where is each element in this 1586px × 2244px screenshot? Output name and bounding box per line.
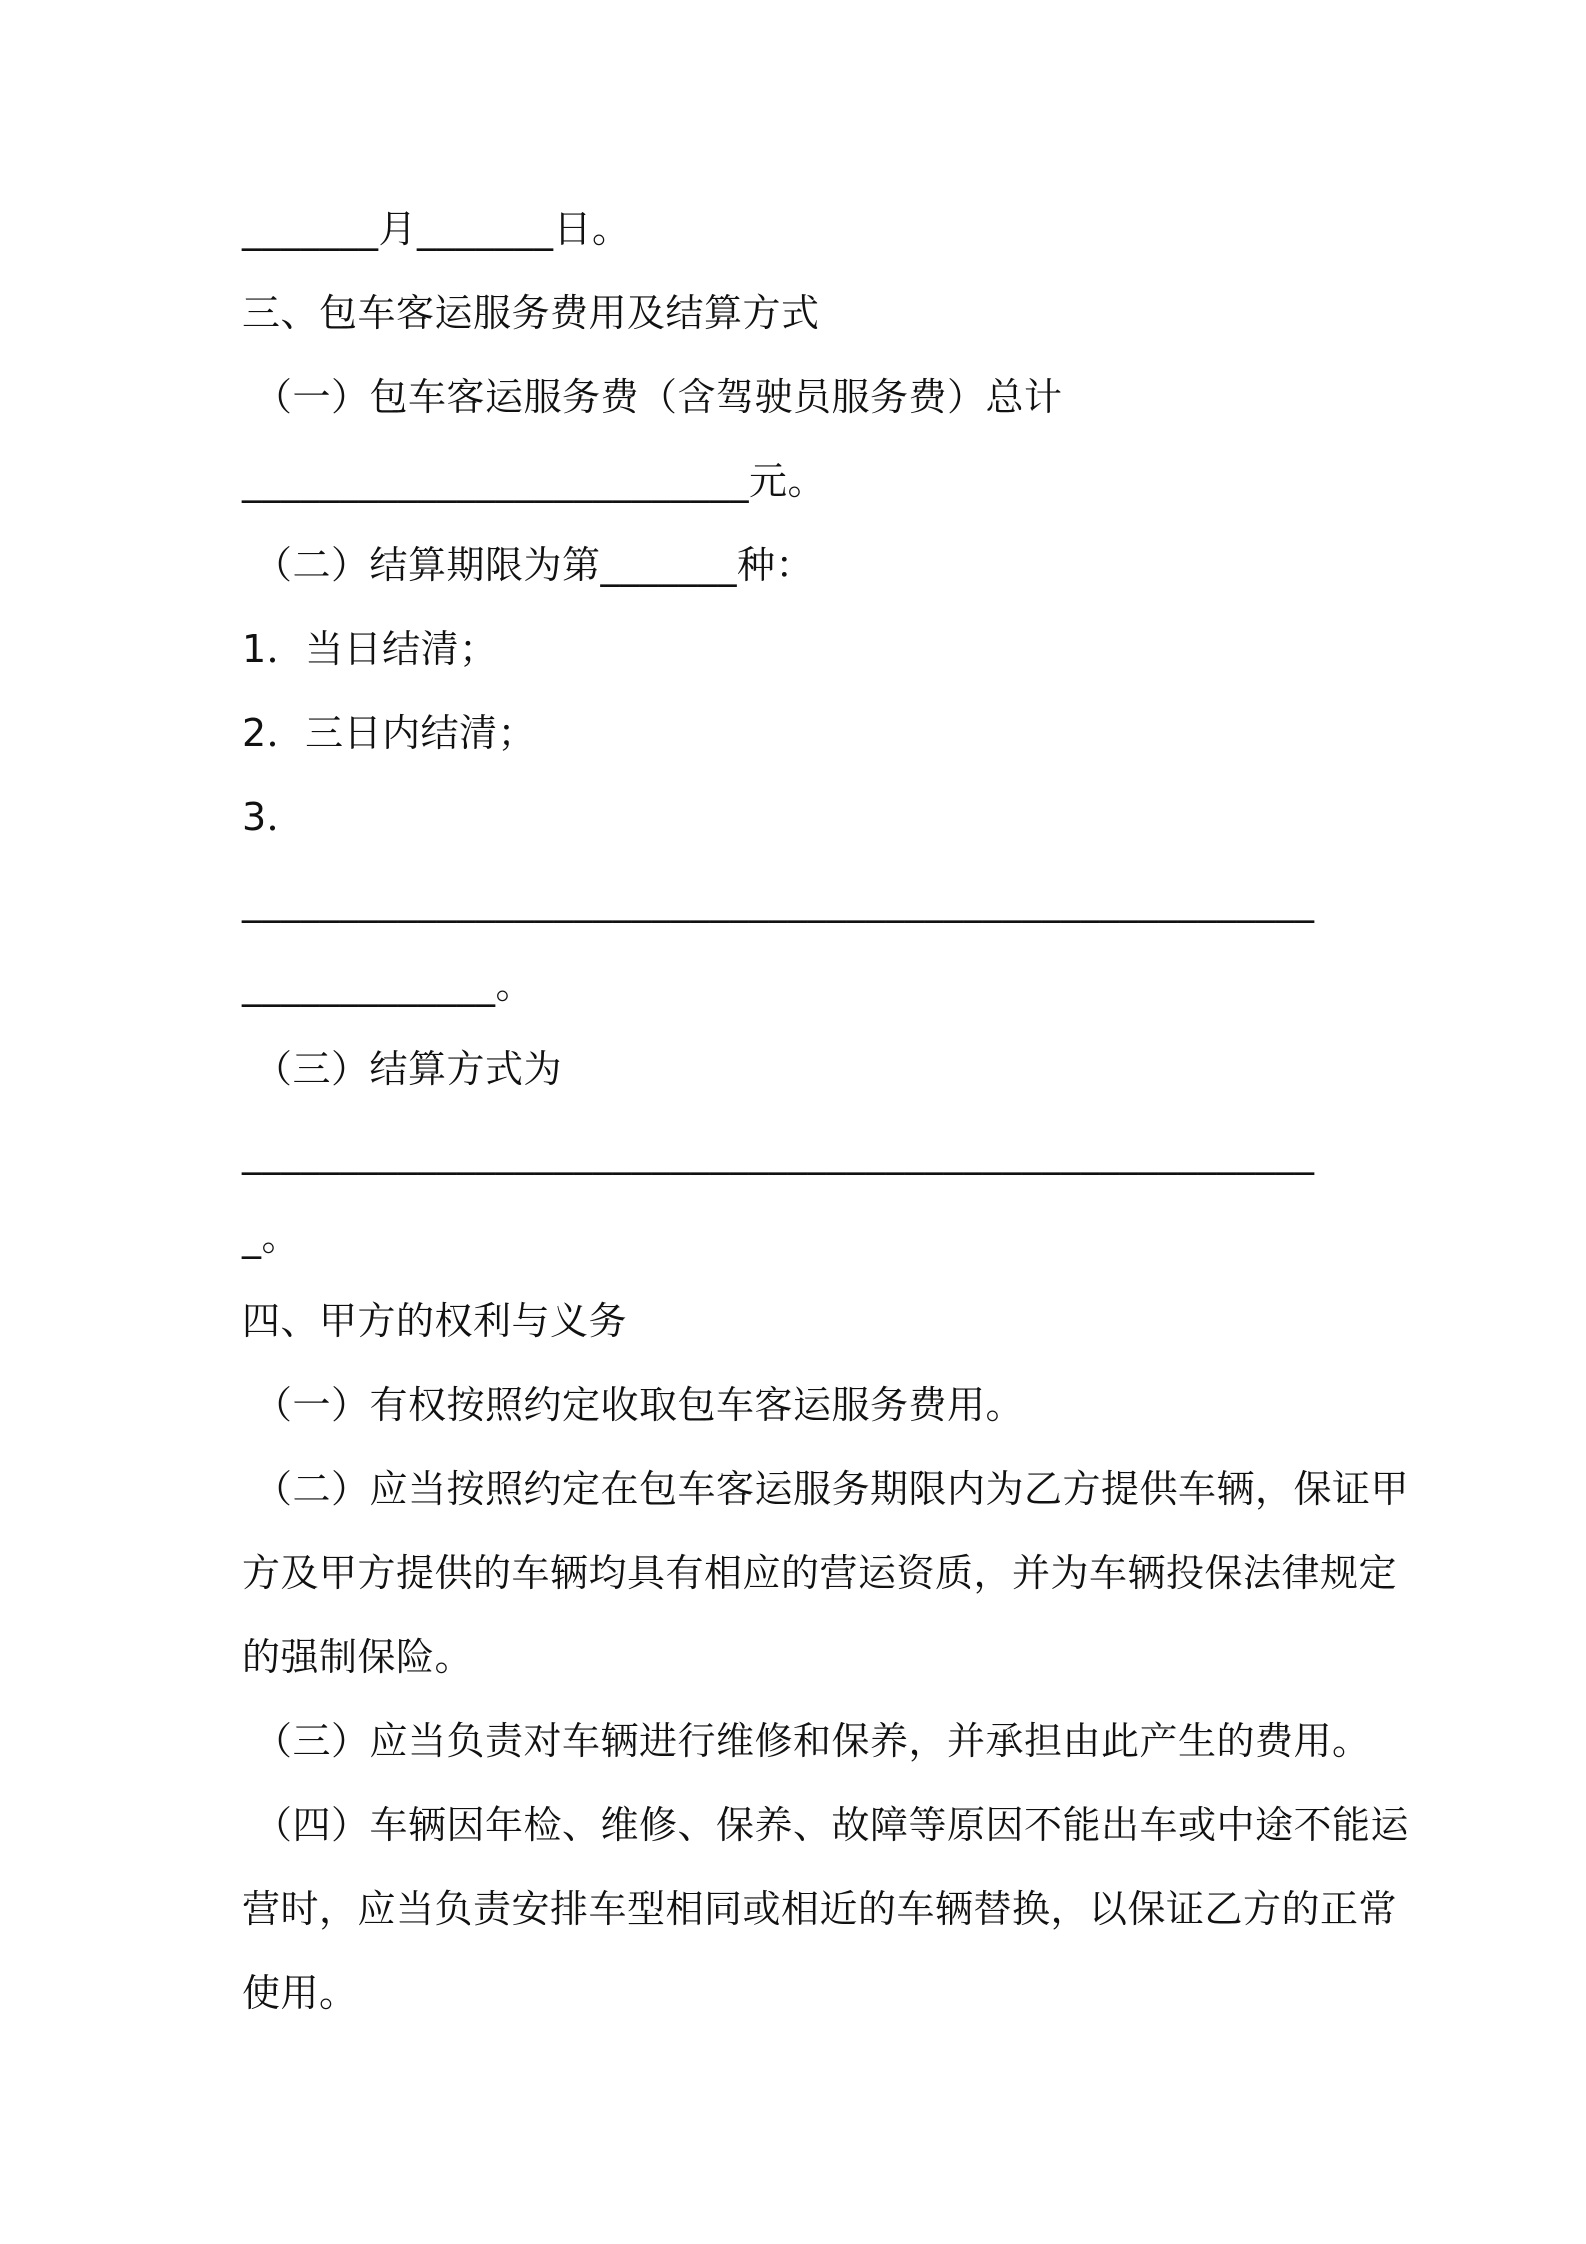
option-3-blank-line: _______________________________________________________ <box>242 879 1315 923</box>
option-1: 1．当日结清； <box>242 627 498 671</box>
section-heading-fees: 三、包车客运服务费用及结算方式 <box>242 291 820 335</box>
option-3-blank-end: _____________。 <box>242 963 535 1007</box>
party-a-clause-4-line-1: （四）车辆因年检、维修、保养、故障等原因不能出车或中途不能运 <box>254 1803 1410 1847</box>
option-3: 3． <box>242 795 306 839</box>
clause-settlement-method: （三）结算方式为 <box>254 1047 563 1091</box>
option-2: 2．三日内结清； <box>242 711 537 755</box>
settlement-method-blank-end: _。 <box>242 1215 301 1259</box>
party-a-clause-1: （一）有权按照约定收取包车客运服务费用。 <box>254 1383 1025 1427</box>
party-a-clause-2-line-3: 的强制保险。 <box>242 1635 474 1679</box>
settlement-method-blank: _______________________________________________________ <box>242 1131 1315 1175</box>
party-a-clause-2-line-2: 方及甲方提供的车辆均具有相应的营运资质，并为车辆投保法律规定 <box>242 1551 1398 1595</box>
section-heading-party-a: 四、甲方的权利与义务 <box>242 1299 628 1343</box>
fee-amount-blank: __________________________元。 <box>242 459 827 503</box>
party-a-clause-2-line-1: （二）应当按照约定在包车客运服务期限内为乙方提供车辆，保证甲 <box>254 1467 1410 1511</box>
clause-settlement-period: （二）结算期限为第_______种： <box>254 543 815 587</box>
party-a-clause-4-line-2: 营时，应当负责安排车型相同或相近的车辆替换，以保证乙方的正常 <box>242 1887 1398 1931</box>
date-fill-line: _______月_______日。 <box>242 207 631 251</box>
party-a-clause-3: （三）应当负责对车辆进行维修和保养，并承担由此产生的费用。 <box>254 1719 1371 1763</box>
party-a-clause-4-line-3: 使用。 <box>242 1971 358 2015</box>
clause-fee-total: （一）包车客运服务费（含驾驶员服务费）总计 <box>254 375 1063 419</box>
